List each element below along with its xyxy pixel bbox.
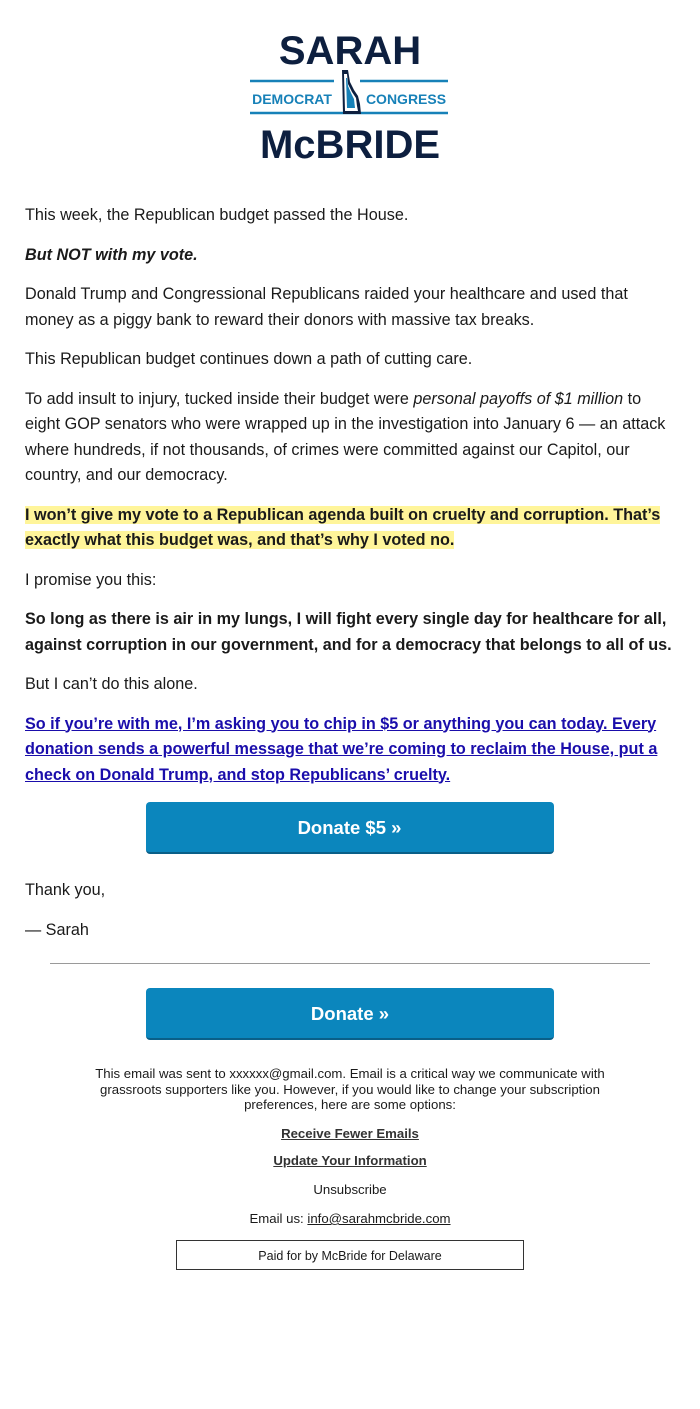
healthcare-paragraph: Donald Trump and Congressional Republicans raided your healthcare and used that money as a piggy bank to reward their donors with massive tax breaks.: [25, 285, 628, 329]
payoffs-emphasis: personal payoffs of $1 million: [413, 389, 624, 408]
thanks-line: Thank you,: [25, 881, 106, 899]
payoffs-text-a: To add insult to injury, tucked inside their budget were: [25, 389, 414, 408]
logo-right-tag: CONGRESS: [365, 91, 447, 107]
promise-line: I promise you this:: [25, 570, 157, 589]
donate-button[interactable]: Donate »: [146, 988, 554, 1040]
payoffs-paragraph: [25, 387, 674, 489]
divider: [50, 963, 650, 964]
paid-for-disclaimer: Paid for by McBride for Delaware: [176, 1240, 524, 1270]
donate-5-button[interactable]: Donate $5 »: [146, 802, 554, 854]
logo-left-tag: DEMOCRAT: [252, 91, 332, 107]
payoffs-text-c: to eight GOP senators who were wrapped up in the investigation into January 6 — an attack where hundreds, if not thousands, of crimes were committed against our Capitol, our country, and our democracy.: [25, 389, 666, 484]
delaware-state-icon: [342, 70, 361, 114]
receive-fewer-emails-link[interactable]: Receive Fewer Emails: [281, 1125, 419, 1141]
alone-line: But I can’t do this alone.: [25, 675, 198, 693]
contact-email-link[interactable]: info@sarahmcbride.com: [307, 1211, 451, 1226]
update-information-link[interactable]: Update Your Information: [273, 1153, 427, 1168]
logo-graphic: [248, 30, 452, 162]
signoff-line: — Sarah: [25, 920, 89, 939]
footer: [0, 1066, 700, 1270]
emphasis-line: But NOT with my vote.: [25, 245, 198, 264]
email-body: [0, 203, 700, 943]
unsubscribe-link[interactable]: Unsubscribe: [313, 1181, 387, 1197]
email-us-label: Email us:: [249, 1211, 308, 1226]
cta-paragraph: [25, 712, 674, 789]
budget-paragraph: This Republican budget continues down a path of cutting care.: [25, 350, 473, 368]
pledge-paragraph: So long as there is air in my lungs, I will fight every single day for healthcare for all, against corruption in our government, and for a democracy that belongs to all of us.: [25, 610, 672, 654]
intro-paragraph: This week, the Republican budget passed the House.: [25, 206, 409, 224]
email-us-line: [0, 1211, 700, 1227]
logo-last-name: McBRIDE: [259, 123, 441, 162]
campaign-logo: [0, 0, 700, 190]
highlight-text: I won’t give my vote to a Republican agenda built on cruelty and corruption. That’s exactly what this budget was, and that’s why I voted no.: [25, 505, 661, 549]
subscription-note: This email was sent to xxxxxx@gmail.com. Email is a critical way we communicate with grassroots supporters like you. However, if you would like to change your subscription preferences, here are some options:: [95, 1066, 605, 1112]
highlighted-statement: [25, 503, 674, 554]
logo-first-name: SARAH: [278, 30, 422, 73]
donation-appeal-link[interactable]: So if you’re with me, I’m asking you to chip in $5 or anything you can today. Every donation sends a powerful message that we’re coming to reclaim the House, put a check on Donald Trump, and stop Republicans’ cruelty.: [25, 714, 658, 784]
